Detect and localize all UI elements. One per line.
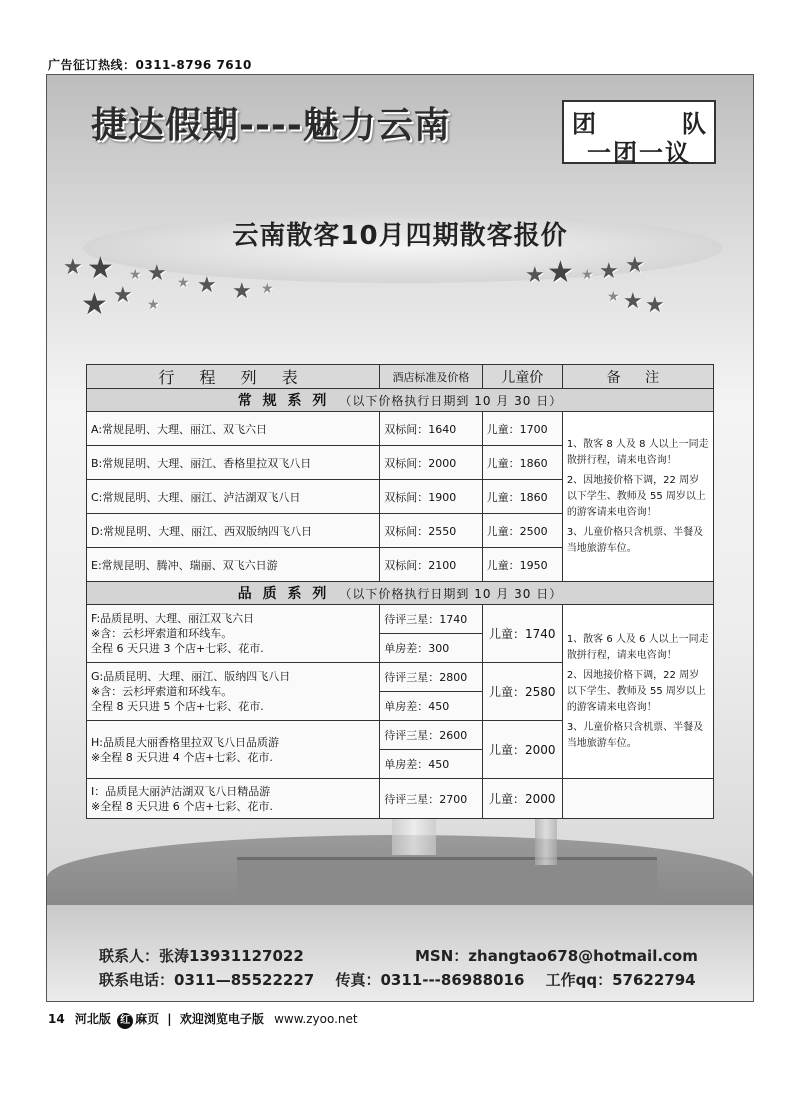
route-cell [87,605,380,663]
remark-item: 3、儿童价格只含机票、半餐及当地旅游车位。 [566,526,704,554]
page-footer [48,1010,358,1029]
star-icon: ★ [177,275,190,291]
empty-cell [562,779,713,819]
route-line: G:品质昆明、大理、丽江、版纳四飞八日 [91,670,291,683]
route-cell: B:常规昆明、大理、丽江、香格里拉双飞八日 [87,446,380,480]
section-quality-note: （以下价格执行日期到 10 月 30 日） [339,587,563,601]
child-price-cell: 儿童：1860 [482,480,562,514]
star-icon: ★ [63,255,83,280]
child-price-cell: 儿童：2000 [482,779,562,819]
child-price-cell: 儿童：2580 [482,663,562,721]
star-icon: ★ [625,253,645,278]
badge-char-2: 队 [682,110,706,138]
route-cell [87,663,380,721]
background-wall [237,857,657,908]
star-icon: ★ [525,263,545,288]
table-row [87,412,714,446]
price-cell: 待评三星：1740 [380,605,482,634]
price-cell: 待评三星：2800 [380,663,482,692]
star-icon: ★ [87,251,114,286]
star-icon: ★ [147,297,160,313]
route-line: ※全程 8 天只进 6 个店+七彩、花市. [91,799,273,813]
header-child: 儿童价 [482,365,562,389]
badge-line-2: 一团一议 [587,139,691,167]
price-cell: 双标间：1900 [380,480,482,514]
route-line: 全程 8 天只进 5 个店+七彩、花市. [91,700,264,713]
child-price-cell: 儿童：1700 [482,412,562,446]
header-route: 行 程 列 表 [87,365,380,389]
contact-qq: 工作qq：57622794 [545,971,696,989]
price-cell: 双标间：2000 [380,446,482,480]
remark-item: 1、散客 6 人及 6 人以上一同走散拼行程，请来电咨询！ [566,633,709,661]
price-cell: 待评三星：2600 [380,721,482,750]
brand-name: 麻页 [135,1012,160,1026]
contact-line-2 [99,969,696,990]
route-line: ※全程 8 天只进 4 个店+七彩、花市. [91,750,273,764]
price-cell: 双标间：2550 [380,514,482,548]
route-cell [87,721,380,779]
table-row [87,779,714,819]
footer-url[interactable]: www.zyoo.net [274,1012,358,1026]
section-regular [87,389,714,412]
star-icon: ★ [129,267,142,283]
star-icon: ★ [81,287,108,322]
brand-logo-icon: 红 [117,1013,133,1029]
section-quality-title: 品 质 系 列 [237,586,330,602]
star-icon: ★ [232,279,252,304]
star-icon: ★ [547,255,574,290]
route-line: ※含：云杉坪索道和环线车。 [91,627,233,640]
section-regular-title: 常 规 系 列 [237,393,330,409]
remark-item: 2、因地接价格下调，22 周岁以下学生、教师及 55 周岁以上的游客请来电咨询！ [566,474,706,518]
quality-remarks [562,605,713,779]
remark-item: 3、儿童价格只含机票、半餐及当地旅游车位。 [566,721,704,749]
route-line: ※含：云杉坪索道和环线车。 [91,685,233,698]
route-cell: E:常规昆明、腾冲、瑞丽、双飞六日游 [87,548,380,582]
single-room-cell: 单房差：450 [380,692,482,721]
section-title [87,389,714,412]
group-badge [562,100,716,167]
star-icon: ★ [645,293,665,318]
header-hotel: 酒店标准及价格 [380,365,482,389]
star-icon: ★ [147,261,167,286]
contact-person: 联系人：张涛13931127022 [99,947,304,965]
star-icon: ★ [623,289,643,314]
route-cell: C:常规昆明、大理、丽江、泸沽湖双飞八日 [87,480,380,514]
route-line: F:品质昆明、大理、丽江双飞六日 [91,612,255,625]
child-price-cell: 儿童：1740 [482,605,562,663]
price-table [86,364,714,819]
star-icon: ★ [581,267,594,283]
price-cell: 双标间：2100 [380,548,482,582]
child-price-cell: 儿童：2500 [482,514,562,548]
route-line: I：品质昆大丽泸沽湖双飞八日精品游 [91,784,271,798]
child-price-cell: 儿童：1860 [482,446,562,480]
table-header-row [87,365,714,389]
single-room-cell: 单房差：300 [380,634,482,663]
ad-title: 捷达假期----魅力云南 [91,105,451,146]
regular-remarks [562,412,713,582]
route-cell: A:常规昆明、大理、丽江、双飞六日 [87,412,380,446]
price-cell: 待评三星：2700 [380,779,482,819]
badge-char-1: 团 [572,110,596,138]
edition-label: 河北版 [74,1012,111,1026]
section-quality [87,582,714,605]
star-icon: ★ [607,289,620,305]
table-row [87,605,714,634]
footer-slogan: 欢迎浏览电子版 [179,1012,264,1026]
section-regular-note: （以下价格执行日期到 10 月 30 日） [339,394,563,408]
single-room-cell: 单房差：450 [380,750,482,779]
route-line: 全程 6 天只进 3 个店+七彩、花市. [91,642,264,655]
route-line: H:品质昆大丽香格里拉双飞八日品质游 [91,735,279,749]
child-price-cell: 儿童：2000 [482,721,562,779]
page-number: 14 [48,1012,65,1026]
price-cell: 双标间：1640 [380,412,482,446]
remark-item: 1、散客 8 人及 8 人以上一同走散拼行程，请来电咨询！ [566,438,709,466]
star-icon: ★ [261,281,274,297]
footer-divider: | [167,1012,172,1026]
section-title [87,582,714,605]
route-cell: D:常规昆明、大理、丽江、西双版纳四飞八日 [87,514,380,548]
header-remarks: 备 注 [562,365,713,389]
star-icon: ★ [197,273,217,298]
contact-phone: 联系电话：0311—85522227 [99,971,315,989]
route-cell [87,779,380,819]
contact-msn: MSN：zhangtao678@hotmail.com [415,947,698,965]
remark-item: 2、因地接价格下调，22 周岁以下学生、教师及 55 周岁以上的游客请来电咨询！ [566,669,706,713]
ad-hotline: 广告征订热线：0311-8796 7610 [48,58,252,72]
ad-frame [46,74,754,1002]
ad-subtitle: 云南散客10月四期散客报价 [232,221,568,251]
child-price-cell: 儿童：1950 [482,548,562,582]
star-icon: ★ [113,283,133,308]
star-icon: ★ [599,259,619,284]
contact-fax: 传真：0311---86988016 [335,971,525,989]
